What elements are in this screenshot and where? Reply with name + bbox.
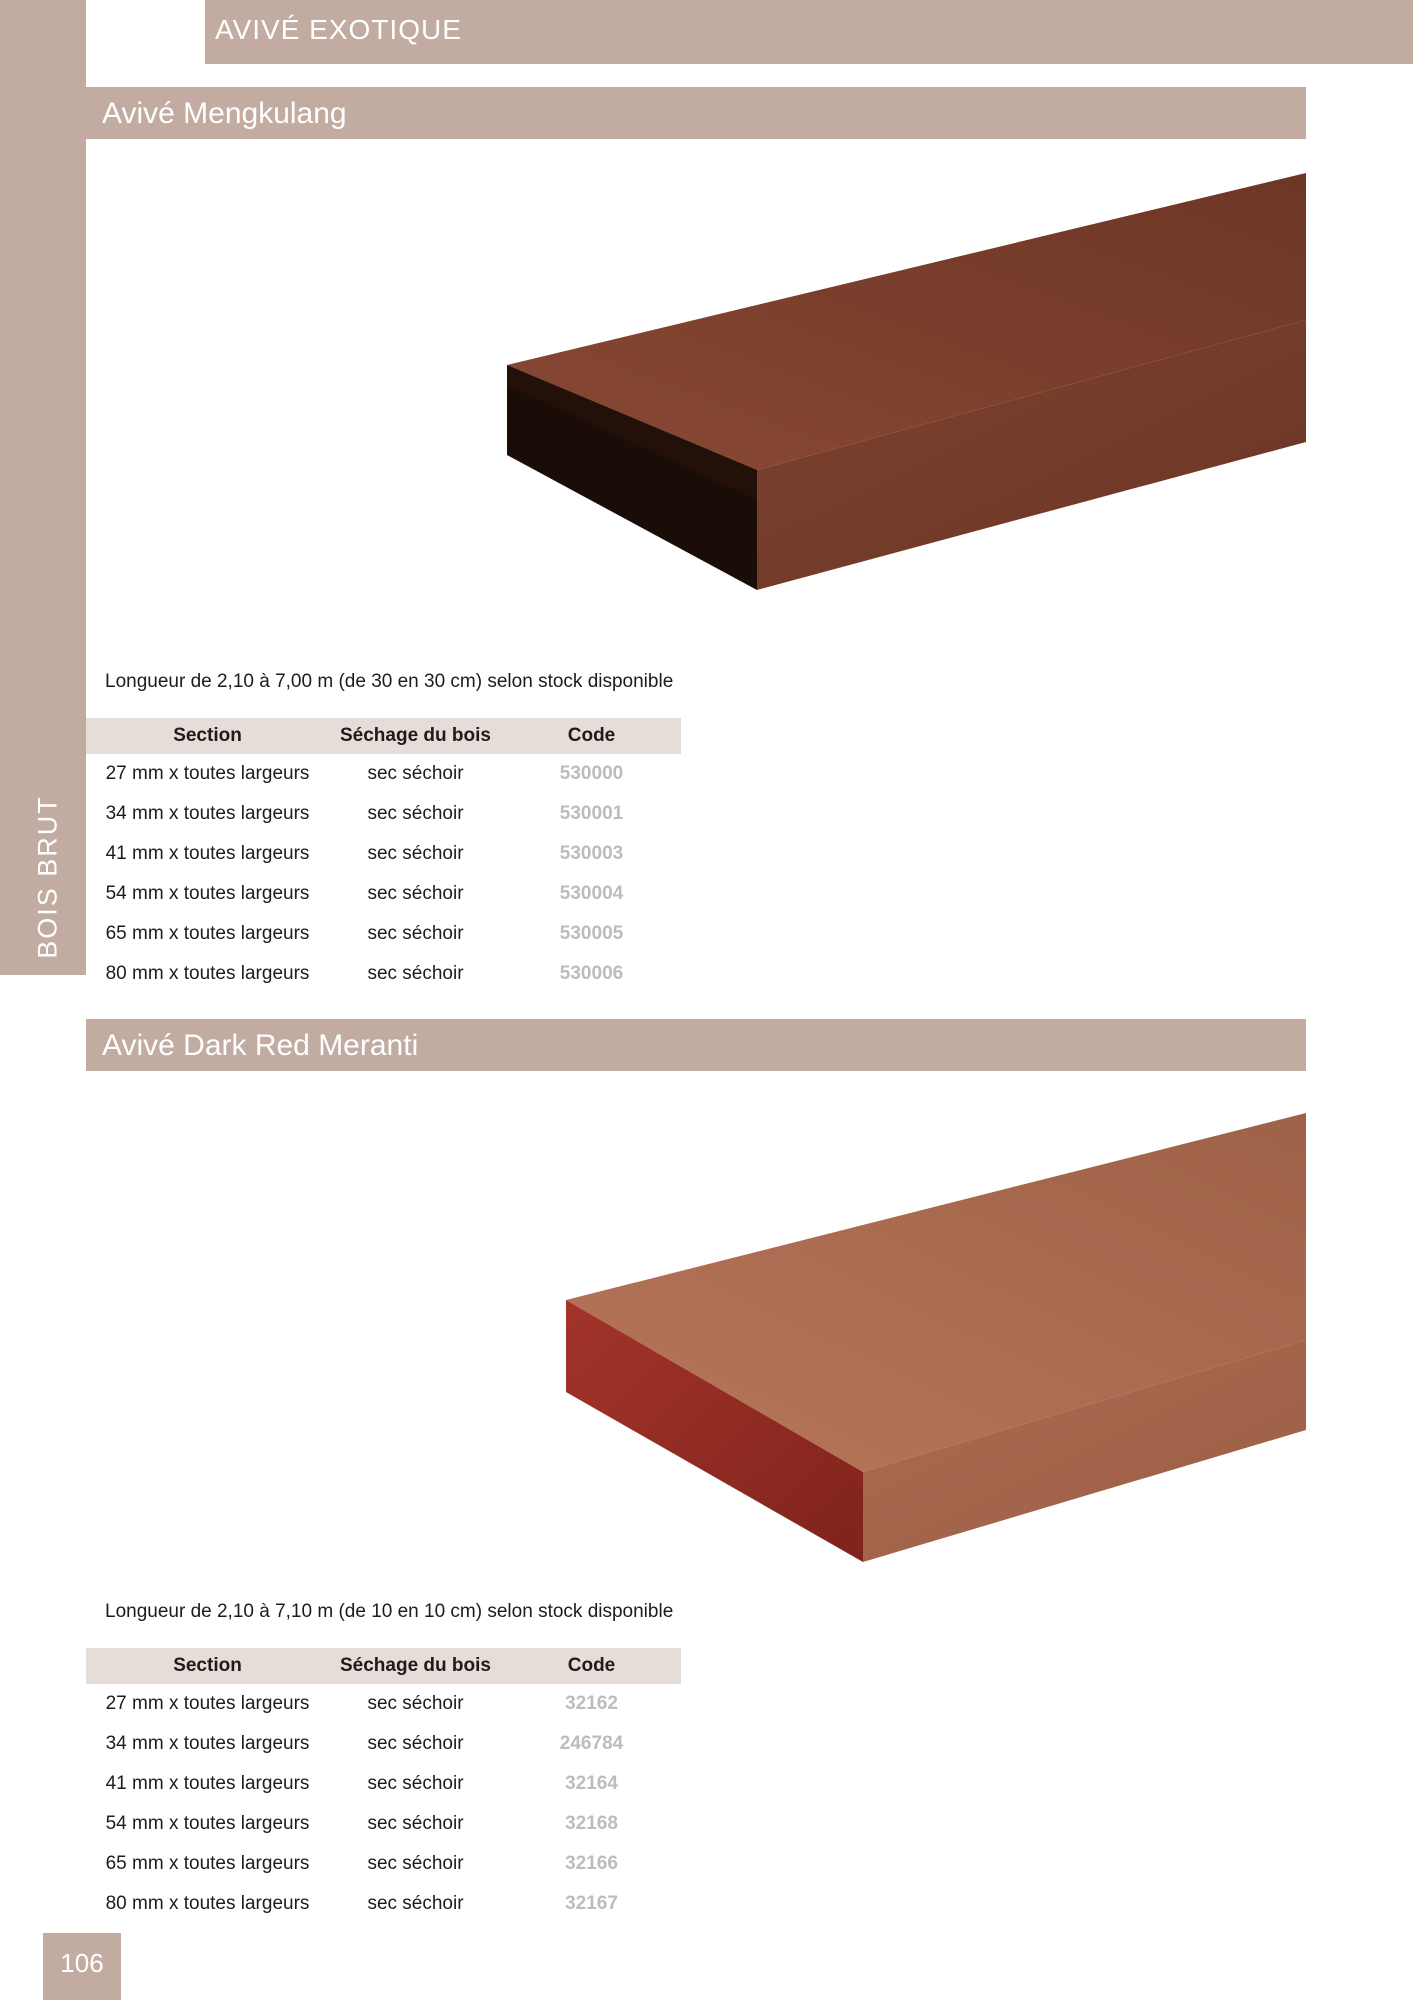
column-header-code: Code [502, 1648, 681, 1684]
cell-section: 80 mm x toutes largeurs [105, 1893, 310, 1914]
cell-drying: sec séchoir [367, 843, 464, 864]
length-note: Longueur de 2,10 à 7,00 m (de 30 en 30 cm) selon stock disponible [105, 671, 674, 692]
cell-code: 530006 [559, 963, 624, 984]
cell-code: 32166 [565, 1853, 618, 1874]
cell-drying: sec séchoir [367, 1773, 464, 1794]
table-row [86, 1844, 681, 1884]
cell-drying: sec séchoir [367, 1853, 464, 1874]
page-number: 106 [43, 1933, 121, 2000]
cell-drying: sec séchoir [367, 1693, 464, 1714]
table-row [86, 834, 681, 874]
length-note: Longueur de 2,10 à 7,10 m (de 10 en 10 cm) selon stock disponible [105, 1601, 674, 1622]
table-row [86, 874, 681, 914]
cell-code: 32162 [565, 1693, 618, 1714]
top-banner-title: AVIVÉ EXOTIQUE [215, 14, 462, 45]
cell-code: 246784 [559, 1733, 624, 1754]
cell-section: 34 mm x toutes largeurs [105, 1733, 310, 1754]
side-category-label: BOIS BRUT [32, 795, 63, 959]
cell-code: 32167 [565, 1893, 618, 1914]
spec-table-mengkulang [86, 718, 681, 994]
cell-drying: sec séchoir [367, 883, 464, 904]
cell-drying: sec séchoir [367, 1893, 464, 1914]
column-header-section: Section [86, 718, 329, 754]
cell-drying: sec séchoir [367, 1813, 464, 1834]
table-row [86, 794, 681, 834]
spec-table-meranti [86, 1648, 681, 1924]
table-row [86, 1684, 681, 1724]
cell-drying: sec séchoir [367, 963, 464, 984]
product-title: Avivé Dark Red Meranti [102, 1029, 419, 1062]
product-title-bar-meranti [86, 1019, 1306, 1071]
column-header-drying: Séchage du bois [329, 718, 502, 754]
cell-drying: sec séchoir [367, 803, 464, 824]
cell-section: 54 mm x toutes largeurs [105, 883, 310, 904]
top-banner [205, 0, 1413, 64]
column-header-drying: Séchage du bois [329, 1648, 502, 1684]
cell-section: 65 mm x toutes largeurs [105, 923, 310, 944]
column-header-section: Section [86, 1648, 329, 1684]
table-row [86, 914, 681, 954]
cell-code: 530004 [559, 883, 624, 904]
cell-drying: sec séchoir [367, 763, 464, 784]
table-row [86, 1764, 681, 1804]
cell-section: 65 mm x toutes largeurs [105, 1853, 310, 1874]
cell-drying: sec séchoir [367, 1733, 464, 1754]
cell-section: 27 mm x toutes largeurs [105, 763, 310, 784]
column-header-code: Code [502, 718, 681, 754]
mengkulang-board-image [505, 170, 1311, 600]
cell-code: 530001 [559, 803, 624, 824]
cell-code: 530000 [559, 763, 624, 784]
cell-section: 41 mm x toutes largeurs [105, 843, 310, 864]
meranti-board-image [563, 1110, 1311, 1566]
cell-section: 80 mm x toutes largeurs [105, 963, 310, 984]
table-row [86, 1724, 681, 1764]
cell-code: 32168 [565, 1813, 618, 1834]
cell-code: 530005 [559, 923, 624, 944]
product-title-bar-mengkulang [86, 87, 1306, 139]
table-row [86, 954, 681, 994]
table-header-row [86, 718, 681, 754]
table-row [86, 1804, 681, 1844]
cell-section: 34 mm x toutes largeurs [105, 803, 310, 824]
table-row [86, 1884, 681, 1924]
product-title: Avivé Mengkulang [102, 97, 347, 130]
table-header-row [86, 1648, 681, 1684]
cell-section: 27 mm x toutes largeurs [105, 1693, 310, 1714]
cell-code: 530003 [559, 843, 624, 864]
cell-section: 41 mm x toutes largeurs [105, 1773, 310, 1794]
cell-section: 54 mm x toutes largeurs [105, 1813, 310, 1834]
table-row [86, 754, 681, 794]
cell-code: 32164 [565, 1773, 618, 1794]
cell-drying: sec séchoir [367, 923, 464, 944]
